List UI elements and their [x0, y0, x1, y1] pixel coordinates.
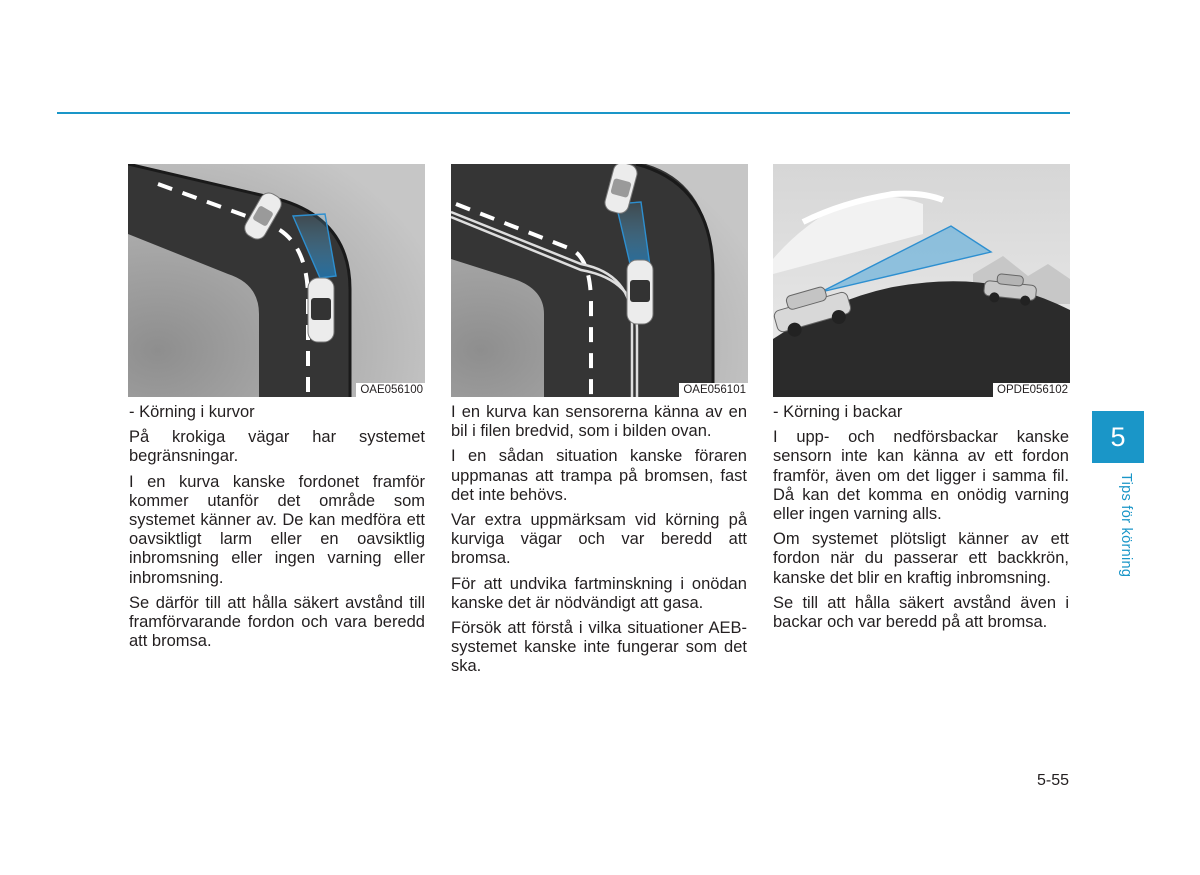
figure-hill — [773, 164, 1070, 397]
paragraph: Var extra uppmärksam vid körning på kurviga vägar och var beredd att bromsa. — [451, 511, 747, 568]
text-column-1 — [129, 403, 425, 657]
two-lane-curve-illustration — [451, 164, 748, 397]
figure-code: OPDE056102 — [993, 383, 1070, 397]
page-number: 5-55 — [1036, 772, 1069, 789]
figure-code: OAE056100 — [356, 383, 425, 397]
text-column-2 — [451, 403, 747, 683]
own-car — [308, 278, 334, 342]
paragraph: Se därför till att hålla säkert avstånd till framförvarande fordon och vara beredd att bromsa. — [129, 593, 425, 651]
paragraph: Se till att hålla säkert avstånd även i backar och var beredd på att bromsa. — [773, 593, 1069, 632]
hill-illustration — [773, 164, 1070, 397]
paragraph: Om systemet plötsligt känner av ett fordon när du passerar ett backkrön, kanske det blir en kraftig inbromsning. — [773, 530, 1069, 587]
text-column-3 — [773, 403, 1069, 638]
figure-curve-own-lane — [128, 164, 425, 397]
section-heading-hills: - Körning i backar — [773, 403, 903, 421]
paragraph: På krokiga vägar har systemet begränsningar. — [129, 428, 425, 466]
curve-road-illustration — [128, 164, 425, 397]
paragraph: Försök att förstå i vilka situationer AEB-systemet kanske inte fungerar som det ska. — [451, 619, 747, 676]
paragraph: För att undvika fartminskning i onödan kanske det är nödvändigt att gasa. — [451, 574, 747, 612]
header-rule — [57, 112, 1070, 114]
paragraph: I en sådan situation kanske föraren uppmanas att trampa på bromsen, fast det inte behövs. — [451, 447, 747, 504]
paragraph: I en kurva kanske fordonet framför kommer utanför det område som systemet känner av. De kan medföra ett oavsiktligt larm eller en oavsiktlig inbromsning eller ingen varning eller inbromsning. — [129, 472, 425, 587]
own-car — [627, 260, 653, 324]
chapter-title: Tips för körning — [1118, 473, 1134, 578]
paragraph: I en kurva kan sensorerna känna av en bil i filen bredvid, som i bilden ovan. — [451, 403, 747, 441]
paragraph: I upp- och nedförsbackar kanske sensorn inte kan känna av ett fordon framför, även om det ligger i samma fil. Då kan det komma en onödig varning eller ingen varning alls. — [773, 428, 1069, 524]
section-heading-curves: - Körning i kurvor — [129, 403, 255, 421]
figure-code: OAE056101 — [679, 383, 748, 397]
figure-curve-adjacent-lane — [451, 164, 748, 397]
chapter-number-tab: 5 — [1092, 411, 1144, 463]
